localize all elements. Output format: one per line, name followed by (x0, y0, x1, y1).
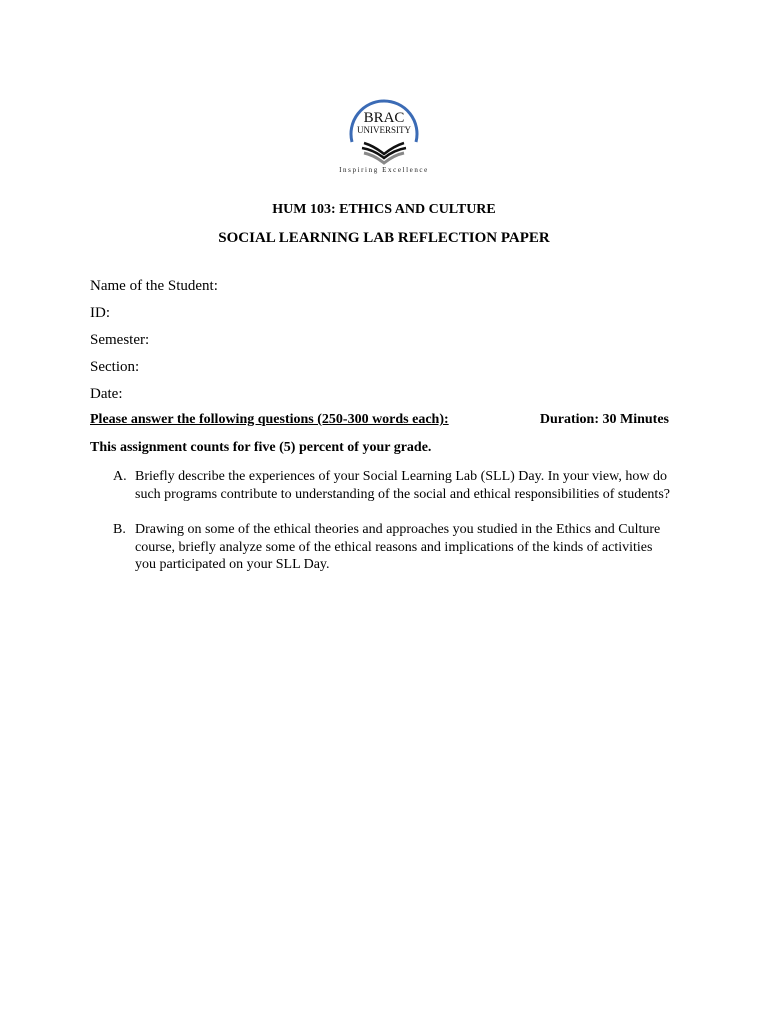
date-field: Date: (90, 386, 123, 402)
duration-label: Duration: 30 Minutes (539, 412, 669, 427)
logo-emblem-icon (334, 90, 434, 168)
semester-field: Semester: (90, 332, 150, 348)
answer-instruction: Please answer the following questions (250-300 words each): (90, 412, 449, 427)
question-text: Briefly describe the experiences of your Social Learning Lab (SLL) Day. In your view, how do such programs contribute to understanding of the social and ethical responsibilities of students? (135, 469, 670, 502)
student-name-field: Name of the Student: (90, 278, 218, 294)
logo-tagline: Inspiring Excellence (339, 166, 429, 174)
question-letter: A. (113, 469, 127, 484)
logo-book-line-1 (364, 143, 404, 154)
section-field: Section: (90, 359, 140, 375)
university-logo (334, 90, 434, 178)
question-a (113, 468, 673, 503)
logo-name-text: BRAC (363, 110, 405, 126)
course-heading: HUM 103: ETHICS AND CULTURE (272, 202, 496, 217)
grade-note: This assignment counts for five (5) percent of your grade. (90, 440, 432, 455)
question-text: Drawing on some of the ethical theories and approaches you studied in the Ethics and Culture course, briefly analyze some of the ethical reasons and implications of the kinds of activities you participated on your SLL Day. (135, 522, 661, 572)
logo-subname-text: UNIVERSITY (357, 125, 411, 135)
question-b (113, 521, 673, 574)
student-id-field: ID: (90, 305, 110, 321)
question-letter: B. (113, 522, 126, 537)
paper-title: SOCIAL LEARNING LAB REFLECTION PAPER (218, 230, 550, 246)
